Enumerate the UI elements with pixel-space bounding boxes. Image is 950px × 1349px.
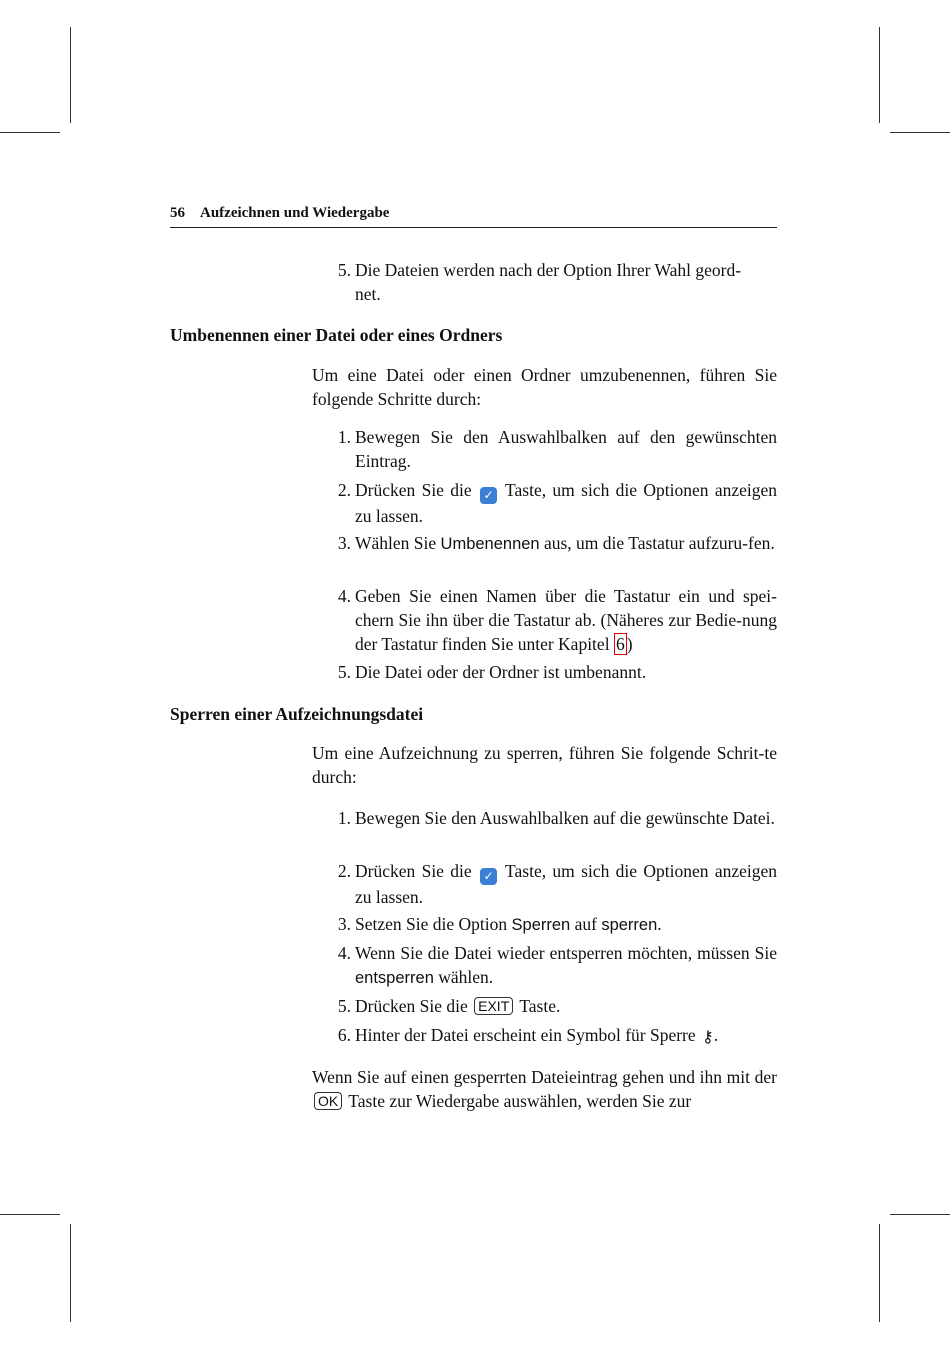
crop-mark — [879, 1224, 880, 1322]
running-head — [170, 205, 777, 222]
list-item: 5. Die Datei oder der Ordner ist umbenannt. — [337, 662, 647, 682]
chapter-title: Aufzeichnen und Wiedergabe — [200, 205, 390, 221]
list-number: 5. — [337, 260, 351, 280]
crop-mark — [0, 1214, 60, 1215]
option-keyword: Sperren — [511, 916, 571, 934]
crop-mark — [0, 132, 60, 133]
paragraph: Um eine Aufzeichnung zu sperren, führen Sie folgende Schrit-te durch: — [312, 743, 777, 787]
paragraph: Um eine Datei oder einen Ordner umzubenennen, führen Sie folgende Schritte durch: — [312, 365, 777, 409]
header-rule — [170, 227, 777, 228]
list-item: 2. Drücken Sie die ✓ Taste, um sich die Optionen anzeigen zu lassen. — [337, 480, 778, 526]
section-heading: Umbenennen einer Datei oder eines Ordners — [170, 325, 503, 345]
crop-mark — [879, 27, 880, 123]
checkmark-icon: ✓ — [480, 868, 497, 885]
option-value: sperren — [601, 916, 658, 934]
list-item: 4. Geben Sie einen Namen über die Tastatur ein und spei-chern Sie ihn über die Tastatur ab. (Näheres zur Bedie-nung der Tastatur finden Sie unter Kapitel 6 ) — [337, 586, 777, 654]
ok-key-icon: OK — [314, 1092, 342, 1110]
key-icon: ⚷ — [702, 1027, 714, 1046]
option-keyword: Umbenennen — [440, 535, 540, 553]
crop-mark — [890, 132, 950, 133]
crop-mark — [890, 1214, 950, 1215]
crop-mark — [70, 1224, 71, 1322]
list-item: 3. Wählen Sie Umbenennen aus, um die Tastatur aufzuru-fen. — [337, 533, 775, 553]
chapter-cross-reference-link[interactable]: 6 — [615, 634, 625, 654]
page-number: 56 — [170, 205, 185, 221]
paragraph: Wenn Sie auf einen gesperrten Dateieintrag gehen und ihn mit der OK Taste zur Wiedergabe auswählen, werden Sie zur — [312, 1067, 777, 1111]
list-item: 4. Wenn Sie die Datei wieder entsperren möchten, müssen Sie entsperren wählen. — [337, 943, 777, 987]
list-item — [333, 258, 777, 306]
list-item: 6. Hinter der Datei erscheint ein Symbol für Sperre ⚷. — [333, 1023, 777, 1049]
list-item: 1. Bewegen Sie den Auswahlbalken auf die gewünschte Datei. — [337, 808, 775, 828]
checkmark-icon: ✓ — [480, 487, 497, 504]
exit-key-icon: EXIT — [474, 997, 513, 1015]
list-text: Die Dateien werden nach der Option Ihrer Wahl geord- net. — [355, 260, 742, 304]
list-item: 5. Drücken Sie die EXIT Taste. — [337, 996, 561, 1016]
crop-mark — [70, 27, 71, 123]
list-item: 2. Drücken Sie die ✓ Taste, um sich die Optionen anzeigen zu lassen. — [337, 861, 778, 907]
option-value: entsperren — [355, 969, 434, 987]
list-item: 1. Bewegen Sie den Auswahlbalken auf den gewünschten Eintrag. — [337, 427, 777, 471]
list-item: 3. Setzen Sie die Option Sperren auf sperren. — [337, 914, 662, 934]
section-heading: Sperren einer Aufzeichnungsdatei — [170, 704, 424, 724]
